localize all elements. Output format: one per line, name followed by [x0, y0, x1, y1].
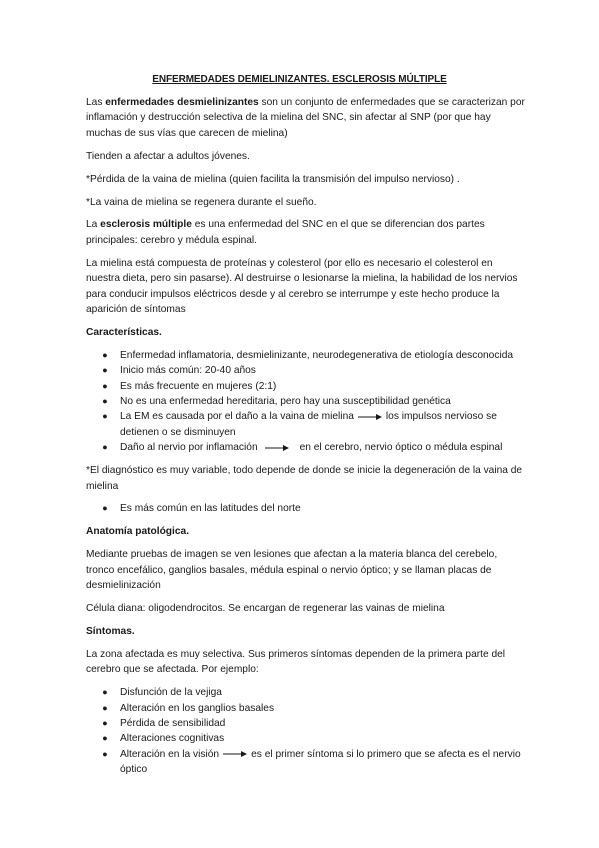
arrow-right-icon	[357, 413, 383, 421]
bullet-icon: ●	[102, 442, 108, 453]
bullet-icon: ●	[102, 702, 108, 713]
pathology-heading: Anatomía patológica.	[86, 526, 190, 538]
list-item-text: Daño al nervio por inflamación	[120, 442, 258, 454]
characteristics-list	[86, 348, 526, 456]
list-item	[86, 363, 526, 378]
list-item	[86, 747, 526, 778]
list-item-text: Enfermedad inflamatoria, desmielinizante, neurodegenerativa de etiología desconocida	[120, 349, 514, 361]
characteristics-heading: Características.	[86, 326, 162, 338]
list-item-text: Alteraciones cognitivas	[120, 733, 225, 745]
bullet-icon: ●	[102, 365, 108, 376]
list-item-text: Pérdida de sensibilidad	[120, 717, 226, 729]
list-item-text: Inicio más común: 20-40 años	[120, 365, 256, 377]
list-item-text: en el cerebro, nervio óptico o médula espinal	[299, 442, 503, 454]
list-item	[86, 701, 526, 716]
list-item-text: Es más frecuente en mujeres (2:1)	[120, 380, 277, 392]
adults-paragraph: Tienden a afectar a adultos jóvenes.	[86, 150, 250, 162]
em-definition-paragraph	[86, 217, 526, 248]
symptoms-intro: La zona afectada es muy selectiva. Sus primeros síntomas dependen de la primera parte del cerebro que se afectada. Por ejemplo:	[86, 648, 506, 676]
pathology-paragraph: Mediante pruebas de imagen se ven lesiones que afectan a la materia blanca del cerebelo, tronco encefálico, ganglios basales, médula espinal o nervio óptico; y se llaman placas de desmielinización	[86, 549, 498, 592]
bullet-icon: ●	[102, 503, 108, 514]
bullet-icon: ●	[102, 349, 108, 360]
em-prefix: La	[86, 219, 101, 231]
list-item	[86, 501, 526, 516]
list-item-text: No es una enfermedad hereditaria, pero hay una susceptibilidad genética	[120, 396, 451, 407]
bullet-icon: ●	[102, 717, 108, 728]
page-title: ENFERMEDADES DEMIELINIZANTES. ESCLEROSIS MÚLTIPLE	[152, 74, 447, 85]
list-item	[86, 685, 526, 700]
list-item-text: es el primer síntoma si lo primero que se afecta es el nervio óptico	[120, 748, 521, 776]
myelin-loss-note: *Pérdida de la vaina de mielina (quien facilita la transmisión del impulso nervioso) .	[86, 173, 460, 185]
list-item-text: La EM es causada por el daño a la vaina de mielina	[120, 411, 354, 423]
bullet-icon: ●	[102, 748, 108, 759]
symptoms-heading: Síntomas.	[86, 625, 135, 637]
bullet-icon: ●	[102, 687, 108, 698]
em-rest: es una enfermedad del SNC en el que se diferencian dos partes principales: cerebro y médula espinal.	[86, 219, 485, 246]
arrow-right-icon	[222, 750, 248, 758]
list-item	[86, 379, 526, 394]
intro-term: enfermedades desmielinizantes	[105, 97, 259, 108]
list-item-text: los impulsos nervioso se detienen o se disminuyen	[120, 411, 497, 438]
list-item	[86, 440, 526, 455]
em-term: esclerosis múltiple	[100, 219, 192, 231]
list-item	[86, 394, 526, 409]
arrow-right-icon	[262, 444, 292, 452]
diagnosis-note: *El diagnóstico es muy variable, todo depende de donde se inicie la degeneración de la vaina de mielina	[86, 465, 523, 492]
bullet-icon: ●	[102, 411, 108, 422]
bullet-icon: ●	[102, 380, 108, 391]
intro-paragraph	[86, 95, 526, 141]
bullet-icon: ●	[102, 396, 108, 406]
myelin-composition-paragraph: La mielina está compuesta de proteínas y colesterol (por ello es necesario el colesterol en nuestra dieta, pero sin pasarse). Al destruirse o lesionarse la mielina, la habilidad de los nervios para conducir impulsos eléctricos desde y al cerebro se interrumpe y este hecho produce la aparición de síntomas	[86, 257, 518, 315]
target-cell-paragraph: Célula diana: oligodendrocitos. Se encargan de regenerar las vainas de mielina	[86, 602, 445, 614]
intro-rest: son un conjunto de enfermedades que se caracterizan por inflamación y destrucción selectiva de la mielina del SNC, sin afectar al SNP (por que hay muchas de sus vías que carecen de mielina)	[86, 97, 525, 139]
list-item-text: Alteración en la visión	[120, 748, 220, 760]
myelin-regen-note: *La vaina de mielina se regenera durante el sueño.	[86, 196, 317, 208]
list-item-text: Es más común en las latitudes del norte	[120, 503, 301, 515]
symptoms-list	[86, 685, 526, 777]
list-item	[86, 348, 526, 363]
list-item	[86, 716, 526, 731]
latitude-list	[86, 501, 526, 516]
bullet-icon: ●	[102, 733, 108, 744]
document-body	[86, 95, 526, 785]
intro-prefix: Las	[86, 97, 106, 108]
list-item	[86, 731, 526, 746]
list-item-text: Alteración en los ganglios basales	[120, 702, 275, 714]
list-item	[86, 409, 526, 440]
list-item-text: Disfunción de la vejiga	[120, 687, 222, 699]
